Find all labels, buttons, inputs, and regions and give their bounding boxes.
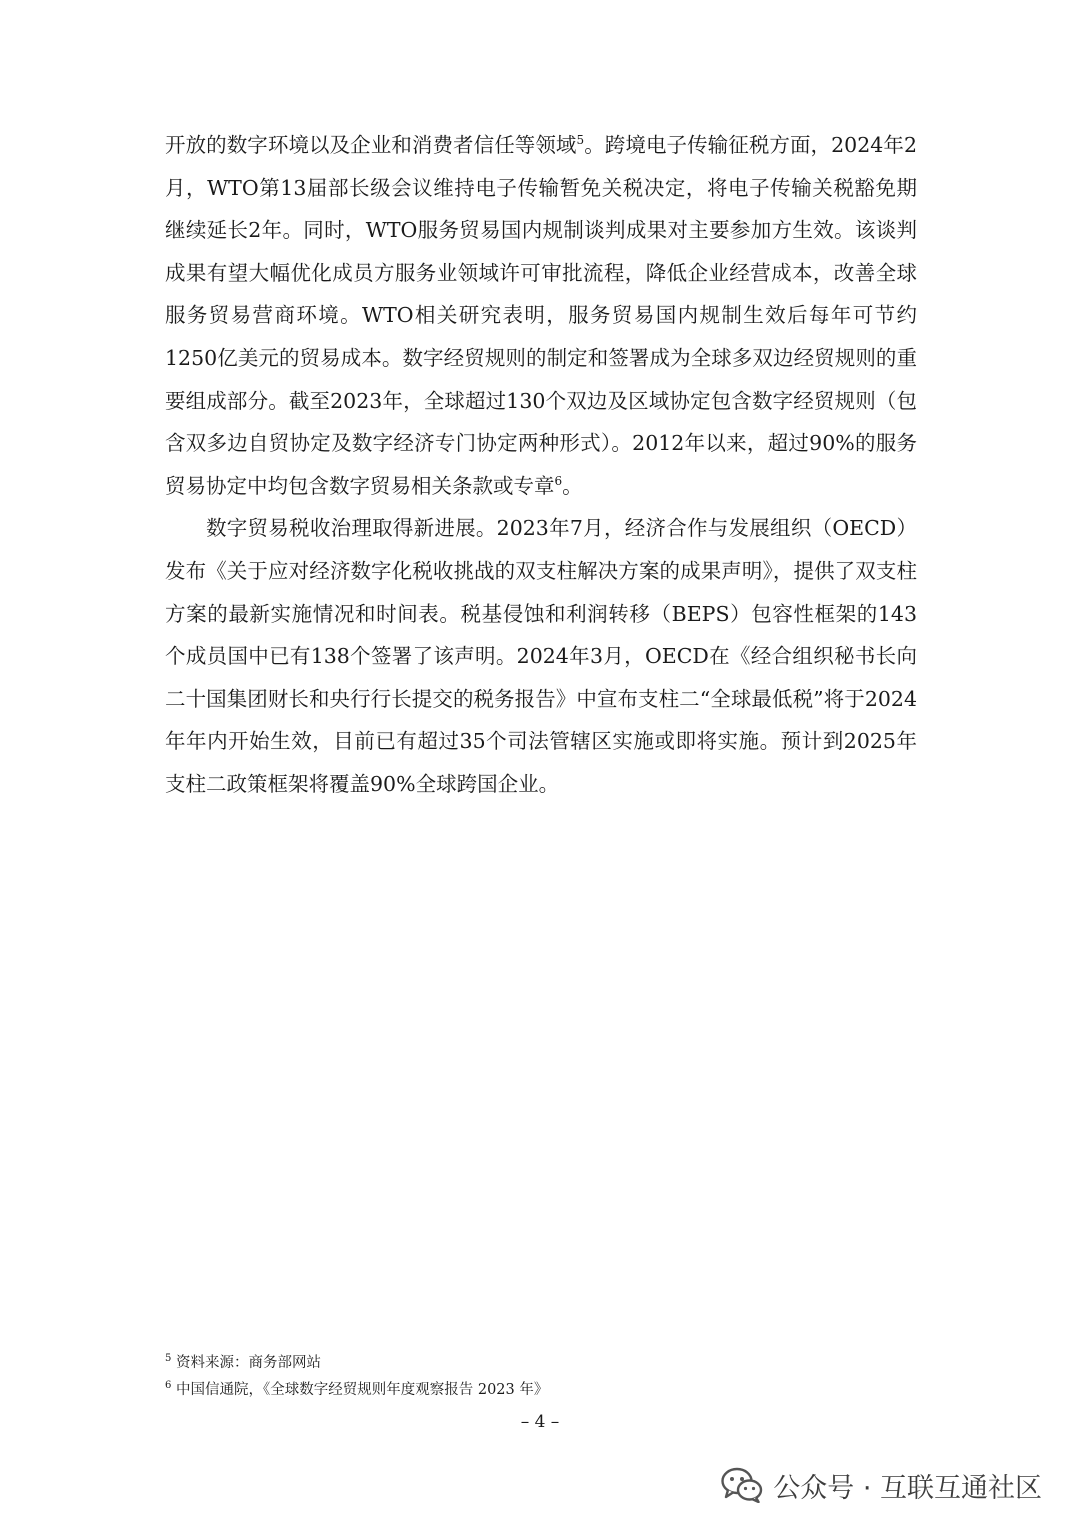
wechat-icon — [721, 1467, 763, 1503]
footnote-ref-5[interactable]: 5 — [576, 133, 585, 148]
footnote-5-number: 5 — [165, 1353, 172, 1365]
body-text — [165, 124, 917, 806]
watermark-text: 公众号 · 互联互通社区 — [773, 1472, 1042, 1504]
paragraph-1 — [165, 124, 917, 507]
paragraph-2 — [165, 507, 917, 805]
paragraph-1-text-continued: 。跨境电子传输征税方面，2024年2月，WTO第13届部长级会议维持电子传输暂免关税决定，将电子传输关税豁免期继续延长2年。同时，WTO服务贸易国内规制谈判成果对主要参加方生效。该谈判成果有望大幅优化成员方服务业领域许可审批流程，降低企业经营成本，改善全球服务贸易营商环境。WTO相关研究表明，服务贸易国内规制生效后每年可节约1250亿美元的贸易成本。数字经贸规则的制定和签署成为全球多双边经贸规则的重要组成部分。截至2023年，全球超过130个双边及区域协定包含数字经贸规则（包含双多边自贸协定及数字经济专门协定两种形式）。2012年以来，超过90%的服务贸易协定中均包含数字贸易相关条款或专章 — [165, 133, 918, 498]
paragraph-1-text-end: 。 — [562, 473, 583, 498]
footnote-5-text: 资料来源：商务部网站 — [171, 1355, 321, 1371]
footnote-6-text: 中国信通院，《全球数字经贸规则年度观察报告 2023 年》 — [171, 1382, 549, 1398]
footnote-5 — [165, 1350, 925, 1377]
paragraph-2-text: 数字贸易税收治理取得新进展。2023年7月，经济合作与发展组织（OECD）发布《关于应对经济数字化税收挑战的双支柱解决方案的成果声明》，提供了双支柱方案的最新实施情况和时间表。税基侵蚀和利润转移（BEPS）包容性框架的143个成员国中已有138个签署了该声明。2024年3月，OECD在《经合组织秘书长向二十国集团财长和央行行长提交的税务报告》中宣布支柱二“全球最低税”将于2024年年内开始生效，目前已有超过35个司法管辖区实施或即将实施。预计到2025年支柱二政策框架将覆盖90%全球跨国企业。 — [165, 516, 917, 796]
footnotes — [165, 1350, 925, 1404]
footnote-6 — [165, 1377, 925, 1404]
wechat-watermark — [721, 1463, 1042, 1507]
footnote-ref-6[interactable]: 6 — [554, 473, 563, 488]
paragraph-1-text: 开放的数字环境以及企业和消费者信任等领域 — [165, 133, 577, 157]
page-number: – 4 – — [520, 1412, 560, 1432]
footnote-6-number: 6 — [165, 1380, 172, 1392]
